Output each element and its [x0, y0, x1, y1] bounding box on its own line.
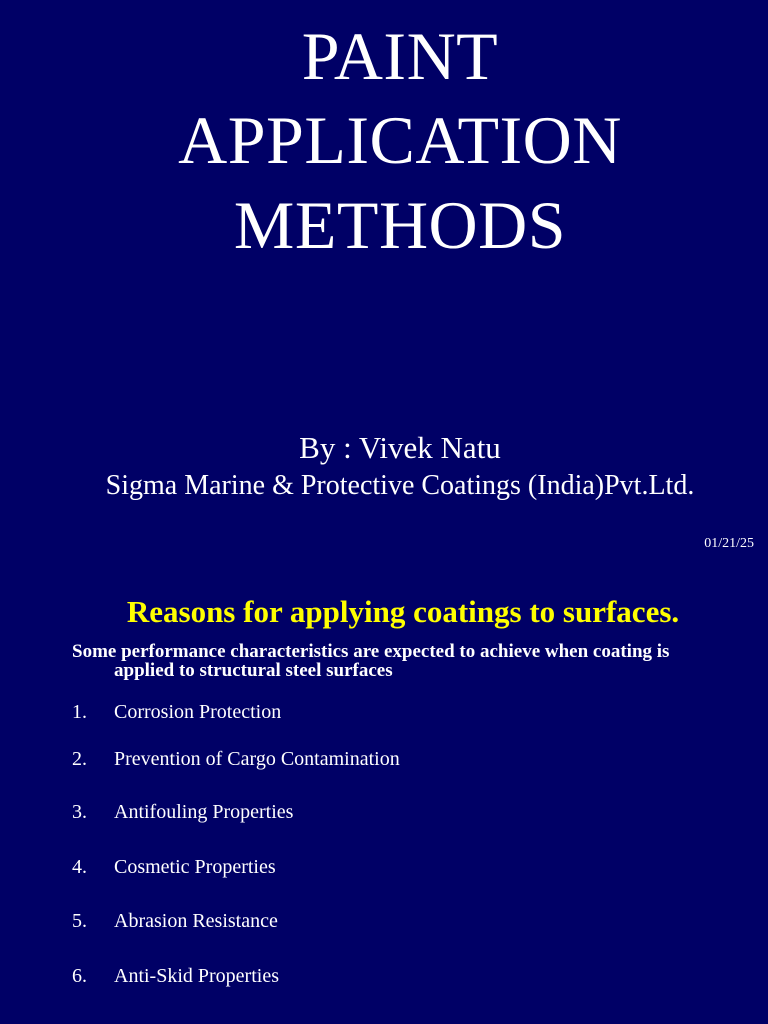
list-item-text: Corrosion Protection — [114, 701, 282, 723]
slide-title-line-1: PAINT — [301, 18, 499, 94]
list-item-number: 2. — [72, 748, 87, 770]
slide-heading: Reasons for applying coatings to surfaces. — [126, 594, 680, 629]
reasons-slide — [0, 575, 768, 1024]
slide-title-line-2: APPLICATION — [178, 102, 622, 178]
intro-paragraph — [72, 642, 752, 680]
list-item-number: 1. — [72, 701, 87, 723]
slide-date: 01/21/25 — [704, 536, 754, 551]
list-item-text: Prevention of Cargo Contamination — [114, 748, 400, 770]
list-item-number: 3. — [72, 801, 87, 823]
list-item-text: Anti-Skid Properties — [114, 965, 279, 987]
company-name: Sigma Marine & Protective Coatings (India)Pvt.Ltd. — [105, 470, 695, 501]
intro-line-2: applied to structural steel surfaces — [114, 660, 393, 681]
list-item-number: 6. — [72, 965, 87, 987]
list-item-number: 5. — [72, 910, 87, 932]
list-item-number: 4. — [72, 856, 87, 878]
slide-title-line-3: METHODS — [233, 187, 567, 263]
author-byline: By : Vivek Natu — [299, 430, 501, 465]
list-item-text: Abrasion Resistance — [114, 910, 278, 932]
intro-line-1: Some performance characteristics are expected to achieve when coating is — [72, 641, 670, 662]
list-item-text: Antifouling Properties — [114, 801, 294, 823]
list-item-text: Cosmetic Properties — [114, 856, 276, 878]
